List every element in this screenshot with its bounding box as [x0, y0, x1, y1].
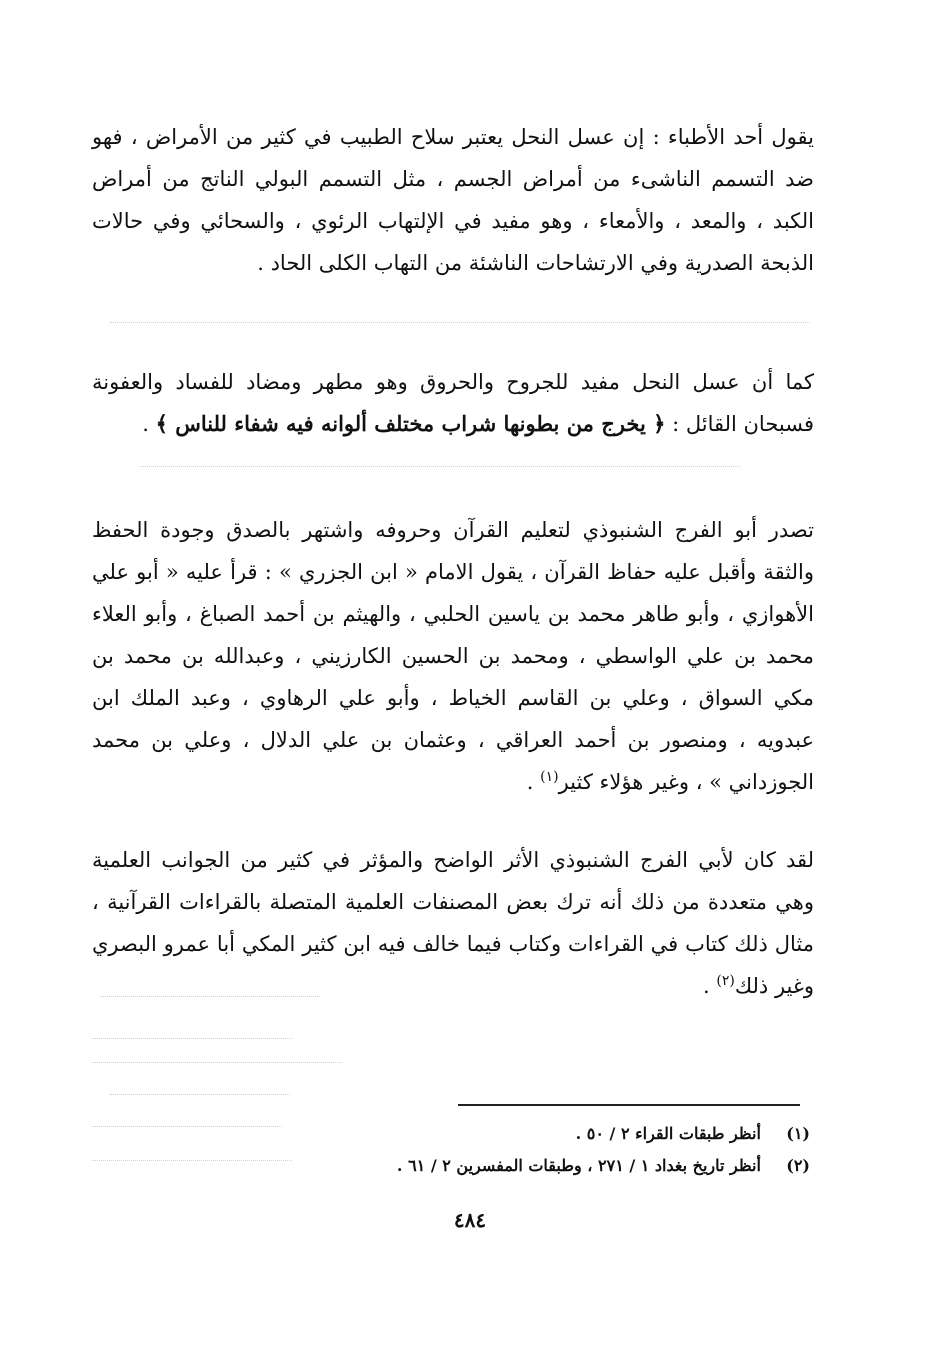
paragraph-text: كما أن عسل النحل مفيد للجروح والحروق وهو مطهر ومضاد للفساد والعفونة فسبحان القائل : [92, 370, 814, 436]
bleed-through-mark [92, 1160, 292, 1161]
paragraph-end: . [703, 974, 717, 998]
paragraph-end: . [142, 412, 156, 436]
paragraph-honey-medicine: يقول أحد الأطباء : إن عسل النحل يعتبر سلاح الطبيب في كثير من الأمراض ، فهو ضد التسمم الناشىء من أمراض الجسم ، مثل التسمم البولي الناتج من أمراض الكبد ، والمعد ، والأمعاء ، وهو مفيد في الإلتهاب الرئوي ، والسحائي وفي حالات الذبحة الصدرية وفي الارتشاحات الناشئة من التهاب الكلى الحاد . [92, 125, 814, 275]
footnote-number: (١) [786, 1124, 810, 1143]
footnote-separator [458, 1104, 800, 1106]
footnote-2 [300, 1150, 810, 1182]
page-number: ٤٨٤ [453, 1208, 487, 1232]
quran-verse: ﴿ يخرج من بطونها شراب مختلف ألوانه فيه شفاء للناس ﴾ [155, 411, 666, 436]
paragraph-shanbudhi-students [92, 509, 814, 803]
bleed-through-mark [110, 1094, 290, 1095]
paragraph-shanbudhi-works [92, 839, 814, 1007]
footnote-number: (٢) [786, 1156, 810, 1175]
bleed-through-mark [140, 466, 740, 467]
footnote-text: أنظر طبقات القراء ٢ / ٥٠ . [575, 1124, 761, 1143]
bleed-through-mark [100, 996, 320, 997]
paragraph-text: تصدر أبو الفرج الشنبوذي لتعليم القرآن وحروفه واشتهر بالصدق وجودة الحفظ والثقة وأقبل عليه حفاظ القرآن ، يقول الامام « ابن الجزري » : قرأ عليه « أبو علي الأهوازي ، وأبو طاهر محمد بن ياسين الحلبي ، والهيثم بن أحمد الصباغ ، وأبو العلاء محمد بن علي الواسطي ، ومحمد بن الحسين الكارزيني ، وعبدالله بن محمد بن مكي السواق ، وعلي بن القاسم الخياط ، وأبو علي الرهاوي ، وعبد الملك ابن عبدويه ، ومنصور بن أحمد العراقي ، وعثمان بن علي الدلال ، وعلي بن محمد الجوزداني » ، وغير هؤلاء كثير [92, 518, 814, 794]
paragraph-honey-wounds [92, 361, 814, 445]
footnote-marker[interactable]: (٢) [716, 973, 735, 989]
bleed-through-mark [92, 1038, 292, 1039]
footnote-text: أنظر تاريخ بغداد ١ / ٢٧١ ، وطبقات المفسرين ٢ / ٦١ . [396, 1156, 761, 1175]
footnote-1 [300, 1118, 810, 1150]
bleed-through-mark [110, 322, 810, 323]
paragraph-text: لقد كان لأبي الفرج الشنبوذي الأثر الواضح والمؤثر في كثير من الجوانب العلمية وهي متعددة من ذلك أنه ترك بعض المصنفات العلمية المتصلة بالقراءات القرآنية ، مثال ذلك كتاب في القراءات وكتاب فيما خالف فيه ابن كثير المكي أبا عمرو البصري وغير ذلك [92, 848, 814, 998]
paragraph-end: . [526, 770, 541, 794]
footnotes [300, 1118, 810, 1182]
bleed-through-mark [92, 1126, 282, 1127]
bleed-through-mark [92, 1062, 342, 1063]
footnote-marker[interactable]: (١) [540, 769, 559, 785]
